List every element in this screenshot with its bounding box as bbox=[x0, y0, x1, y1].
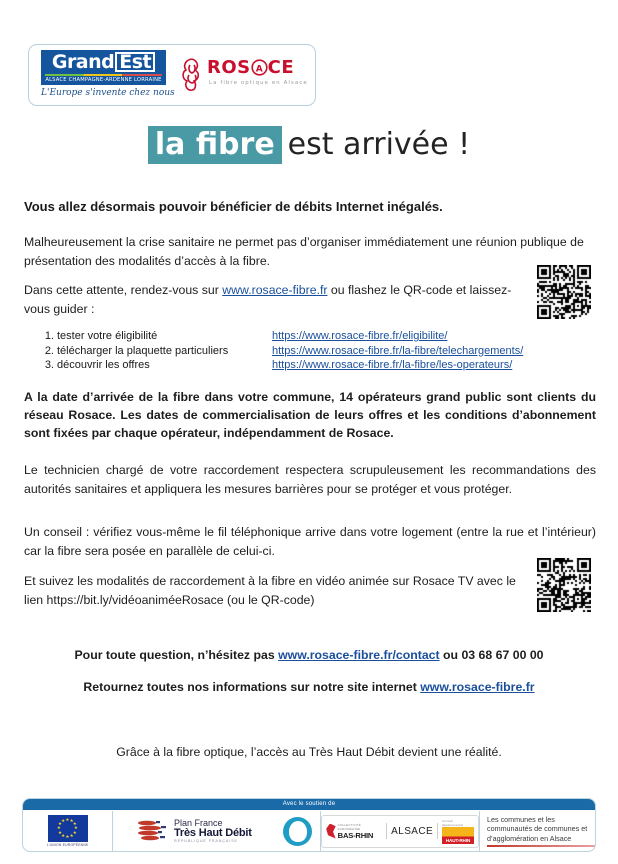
list-item bbox=[40, 329, 580, 344]
grand-est-block bbox=[41, 50, 166, 85]
attente-text-before: Dans cette attente, rendez-vous sur bbox=[24, 283, 223, 297]
page-title bbox=[0, 126, 618, 164]
rosace-name-after: CE bbox=[267, 57, 295, 78]
plan-france-wrap bbox=[137, 818, 252, 844]
haut-rhin-logo bbox=[442, 819, 474, 844]
bas-rhin-mark-icon bbox=[326, 824, 336, 839]
plan-france-text bbox=[174, 819, 252, 844]
alsace-label: ALSACE bbox=[391, 825, 434, 837]
link-les-operateurs[interactable]: https://www.rosace-fibre.fr/la-fibre/les-operateurs/ bbox=[272, 359, 513, 372]
paragraph-conseil: Un conseil : vérifiez vous-même le fil téléphonique arrive dans votre logement (entre la rue et l’intérieur) car la fibre sera posée en parallèle de celui-ci. bbox=[24, 525, 596, 558]
haut-rhin-small-label: Conseil départemental bbox=[441, 818, 464, 827]
retour-text-before: Retournez toutes nos informations sur notre site internet bbox=[83, 680, 421, 694]
bas-rhin-logo bbox=[326, 823, 382, 840]
grand-est-color-rule bbox=[45, 74, 162, 76]
departments-divider bbox=[386, 823, 387, 839]
title-highlight: la fibre bbox=[148, 126, 282, 164]
header-logo-box bbox=[28, 44, 316, 106]
grand-est-tagline: L'Europe s'invente chez nous bbox=[41, 88, 175, 98]
plan-france-mark-icon bbox=[137, 818, 169, 844]
grand-est-word-grand: Grand bbox=[51, 51, 115, 73]
plan-france-line3: RÉPUBLIQUE FRANÇAISE bbox=[174, 838, 238, 843]
departments-group bbox=[321, 815, 479, 848]
marianne-logo bbox=[276, 810, 321, 852]
list-item-label: télécharger la plaquette particuliers bbox=[57, 344, 229, 357]
qr-code-video[interactable] bbox=[535, 556, 593, 614]
link-telechargements[interactable]: https://www.rosace-fibre.fr/la-fibre/telechargements/ bbox=[272, 344, 524, 357]
paragraph-technicien: Le technicien chargé de votre raccordement respectera scrupuleusement les recommandations des autorités sanitaires et appliquera les mesures barrières pour se protéger et vous protéger. bbox=[24, 463, 596, 496]
qr-code-site[interactable] bbox=[535, 263, 593, 321]
communes-text: Les communes et les communautés de communes et d’agglomération en Alsace bbox=[486, 814, 588, 843]
departments-logos bbox=[321, 810, 479, 852]
grand-est-wordmark bbox=[45, 52, 162, 73]
list-item-number: 2. bbox=[44, 344, 54, 357]
communes-wrap bbox=[480, 815, 595, 847]
rose-flower-icon bbox=[179, 56, 205, 94]
rosace-name-before: ROS bbox=[207, 57, 251, 78]
eu-logo bbox=[23, 810, 112, 852]
list-item bbox=[40, 358, 580, 373]
paragraph-operateurs: A la date d’arrivée de la fibre dans votre commune, 14 opérateurs grand public sont clients du réseau Rosace. Les dates de commercialisation de leurs offres et les conditions d’abonnement sont fixées par chaque opérateur, indépendamment de Rosace. bbox=[24, 390, 596, 440]
bas-rhin-label: BAS-RHIN bbox=[337, 830, 374, 840]
paragraph-closing: Grâce à la fibre optique, l’accès au Très Haut Débit devient une réalité. bbox=[116, 745, 502, 759]
haut-rhin-badge-icon bbox=[442, 827, 474, 844]
paragraph-retour bbox=[24, 678, 594, 697]
paragraph-crise: Malheureusement la crise sanitaire ne permet pas d’organiser immédiatement une réunion publique de présentation des modalités d’accès à la fibre. bbox=[24, 235, 584, 268]
eu-caption: L'UNION EUROPÉENNE bbox=[46, 843, 89, 847]
link-rosace-fibre-home[interactable]: www.rosace-fibre.fr bbox=[222, 283, 328, 297]
contact-text-after: ou 03 68 67 00 00 bbox=[439, 648, 544, 662]
contact-text-before: Pour toute question, n’hésitez pas bbox=[74, 648, 279, 662]
plan-france-line1: Plan France bbox=[174, 817, 223, 828]
grand-est-logo bbox=[41, 50, 175, 98]
footer-logo-row bbox=[23, 810, 595, 852]
departments-divider bbox=[437, 823, 438, 839]
lead-paragraph: Vous allez désormais pouvoir bénéficier de débits Internet inégalés. bbox=[24, 199, 443, 214]
link-site-internet[interactable]: www.rosace-fibre.fr bbox=[420, 680, 535, 694]
footer-sponsors bbox=[22, 798, 596, 852]
list-item-number: 1. bbox=[44, 330, 54, 342]
title-rest: est arrivée ! bbox=[287, 127, 471, 162]
bas-rhin-small-label: COLLECTIVITÉ EUROPÉENNE bbox=[337, 822, 361, 831]
marianne-icon bbox=[283, 817, 312, 846]
link-eligibilite[interactable]: https://www.rosace-fibre.fr/eligibilite/ bbox=[272, 330, 448, 342]
attente-text-after: ou flashez le QR-code et laissez-vous guider : bbox=[24, 283, 512, 316]
link-contact[interactable]: www.rosace-fibre.fr/contact bbox=[278, 648, 440, 662]
eu-flag-icon: ★ ★ ★ ★ ★ ★ ★ ★ ★ ★ ★ ★ bbox=[48, 815, 88, 842]
bas-rhin-text bbox=[338, 823, 383, 840]
plan-france-line2: Très Haut Débit bbox=[174, 826, 252, 839]
haut-rhin-label: HAUT-RHIN bbox=[445, 838, 471, 843]
list-item-number: 3. bbox=[44, 359, 54, 372]
list-item-label: tester votre éligibilité bbox=[57, 330, 158, 342]
svg-text:A: A bbox=[255, 64, 263, 75]
paragraph-video: Et suivez les modalités de raccordement à la fibre en vidéo animée sur Rosace TV avec le lien https://bit.ly/vidéoaniméeRosace (ou le QR-code) bbox=[24, 574, 516, 607]
plan-france-logo bbox=[113, 810, 275, 852]
steps-list bbox=[40, 329, 580, 373]
grand-est-subtitle: ALSACE CHAMPAGNE-ARDENNE LORRAINE bbox=[45, 77, 162, 83]
paragraph-contact bbox=[24, 646, 594, 665]
communes-block bbox=[480, 810, 595, 852]
rosace-logo bbox=[179, 56, 309, 96]
rosace-tagline: La fibre optique en Alsace bbox=[209, 80, 308, 86]
grand-est-word-est: Est bbox=[115, 52, 155, 72]
rosace-wordmark bbox=[207, 58, 294, 78]
footer-support-banner: Avec le soutien de bbox=[23, 799, 595, 810]
haut-rhin-text bbox=[442, 819, 474, 844]
list-item bbox=[40, 344, 580, 359]
list-item-label: découvrir les offres bbox=[57, 359, 150, 372]
rosace-at-glyph bbox=[251, 58, 268, 78]
communes-rule bbox=[487, 845, 595, 847]
paragraph-attente bbox=[24, 281, 524, 319]
